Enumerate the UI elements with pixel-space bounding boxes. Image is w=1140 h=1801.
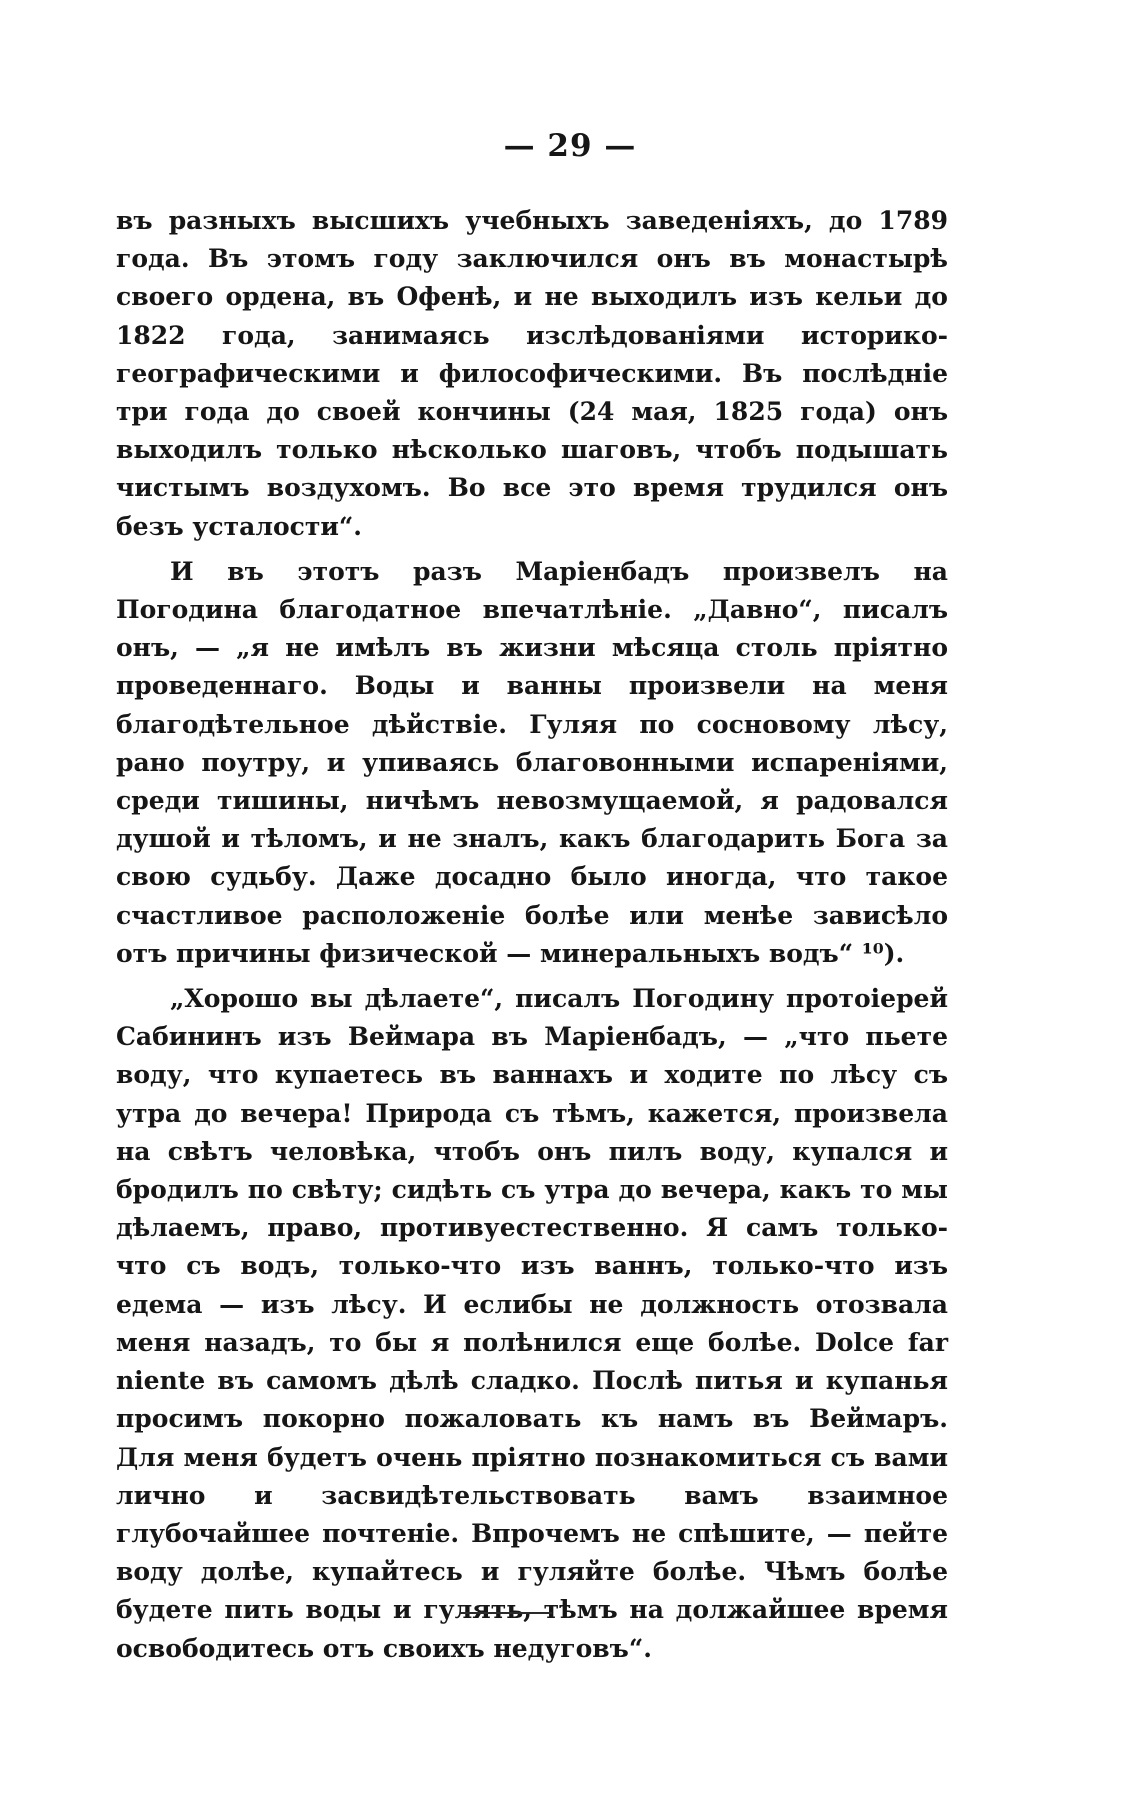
- paragraph: И въ этотъ разъ Маріенбадъ произвелъ на Погодина благодатное впечатлѣніе. „Давно“, писалъ онъ, — „я не имѣлъ въ жизни мѣсяца столь пріятно проведеннаго. Воды и ванны произвели на меня благодѣтельное дѣйствіе. Гуляя по сосновому лѣсу, рано поутру, и упиваясь благовонными испареніями, среди тишины, ничѣмъ невозмущаемой, я радовался душой и тѣломъ, и не зналъ, какъ благодарить Бога за свою судьбу. Даже досадно было иногда, что такое счастливое расположеніе болѣе или менѣе зависѣло отъ причины физической — минеральныхъ водъ“ ¹⁰).: [116, 556, 948, 968]
- paragraph: въ разныхъ высшихъ учебныхъ заведеніяхъ, до 1789 года. Въ этомъ году заключился онъ въ монастырѣ своего ордена, въ Офенѣ, и не выходилъ изъ кельи до 1822 года, занимаясь изслѣдованіями историко-географическими и философическими. Въ послѣдніе три года до своей кончины (24 мая, 1825 года) онъ выходилъ только нѣсколько шаговъ, чтобъ подышать чистымъ воздухомъ. Во все это время трудился онъ безъ усталости“.: [116, 206, 948, 541]
- page-number: — 29 —: [503, 128, 637, 164]
- section-end-rule: [460, 1612, 552, 1614]
- paragraph: „Хорошо вы дѣлаете“, писалъ Погодину протоіерей Сабининъ изъ Веймара въ Маріенбадъ, — „что пьете воду, что купаетесь въ ваннахъ и ходите по лѣсу съ утра до вечера! Природа съ тѣмъ, кажется, произвела на свѣтъ человѣка, чтобъ онъ пилъ воду, купался и бродилъ по свѣту; сидѣть съ утра до вечера, какъ то мы дѣлаемъ, право, противуестественно. Я самъ только-что съ водъ, только-что изъ ваннъ, только-что изъ едема — изъ лѣсу. И еслибы не должность отозвала меня назадъ, то бы я полѣнился еще болѣе. Dolce far niente въ самомъ дѣлѣ сладко. Послѣ питья и купанья просимъ покорно пожаловать къ намъ въ Веймаръ. Для меня будетъ очень пріятно познакомиться съ вами лично и засвидѣтельствовать вамъ взаимное глубочайшее почтеніе. Впрочемъ не спѣшите, — пейте воду долѣе, купайтесь и гуляйте болѣе. Чѣмъ болѣе будете пить воды и гулять, тѣмъ на должайшее время освободитесь отъ своихъ недуговъ“.: [116, 984, 948, 1663]
- body-text: [116, 202, 948, 1668]
